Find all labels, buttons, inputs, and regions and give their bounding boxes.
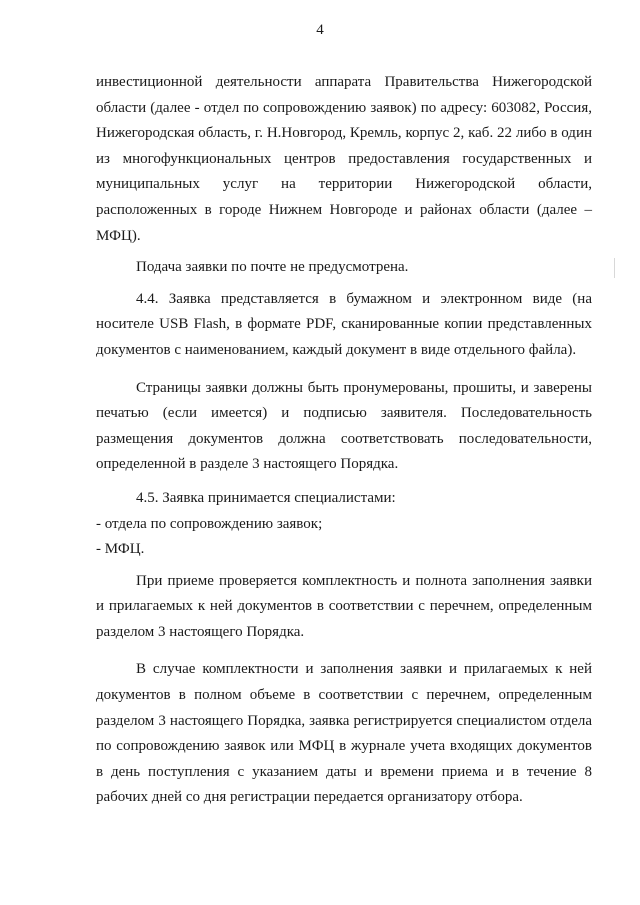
list-item-department: - отдела по сопровождению заявок;: [96, 515, 323, 532]
paragraph-mail-not-allowed: Подача заявки по почте не предусмотрена.: [136, 259, 409, 276]
paragraph-pages-numbered: Страницы заявки должны быть пронумерованы, прошиты, и заверены печатью (если имеется) и подписью заявителя. Последовательность размещения документов должна соответствовать последовательности, определенной в разделе 3 настоящего Порядка.: [96, 379, 592, 473]
paragraph-4-4: 4.4. Заявка представляется в бумажном и электронном виде (на носителе USB Flash, в формате PDF, сканированные копии представленных документов с наименованием, каждый документ в виде отдельного файла).: [96, 290, 592, 358]
page-number: 4: [316, 22, 324, 38]
paragraph-address-continuation: инвестиционной деятельности аппарата Правительства Нижегородской области (далее - отдел по сопровождению заявок) по адресу: 603082, Россия, Нижегородская область, г. Н.Новгород, Кремль, корпус 2, каб. 22 либо в один из многофункциональных центров предоставления государственных и муниципальных услуг на территории Нижегородской области, расположенных в городе Нижнем Новгороде и районах области (далее – МФЦ).: [96, 74, 592, 244]
scan-artifact: [614, 258, 615, 278]
list-item-mfc: - МФЦ.: [96, 541, 145, 558]
paragraph-4-5: 4.5. Заявка принимается специалистами:: [136, 489, 396, 506]
paragraph-acceptance-check: При приеме проверяется комплектность и полнота заполнения заявки и прилагаемых к ней документов в соответствии с перечнем, определенным разделом 3 настоящего Порядка.: [96, 572, 592, 640]
paragraph-registration: В случае комплектности и заполнения заявки и прилагаемых к ней документов в полном объеме в соответствии с перечнем, определенным разделом 3 настоящего Порядка, заявка регистрируется специалистом отдела по сопровождению заявок или МФЦ в журнале учета входящих документов в день поступления с указанием даты и времени приема и в течение 8 рабочих дней со дня регистрации передается организатору отбора.: [96, 661, 592, 806]
document-body: [96, 70, 592, 811]
